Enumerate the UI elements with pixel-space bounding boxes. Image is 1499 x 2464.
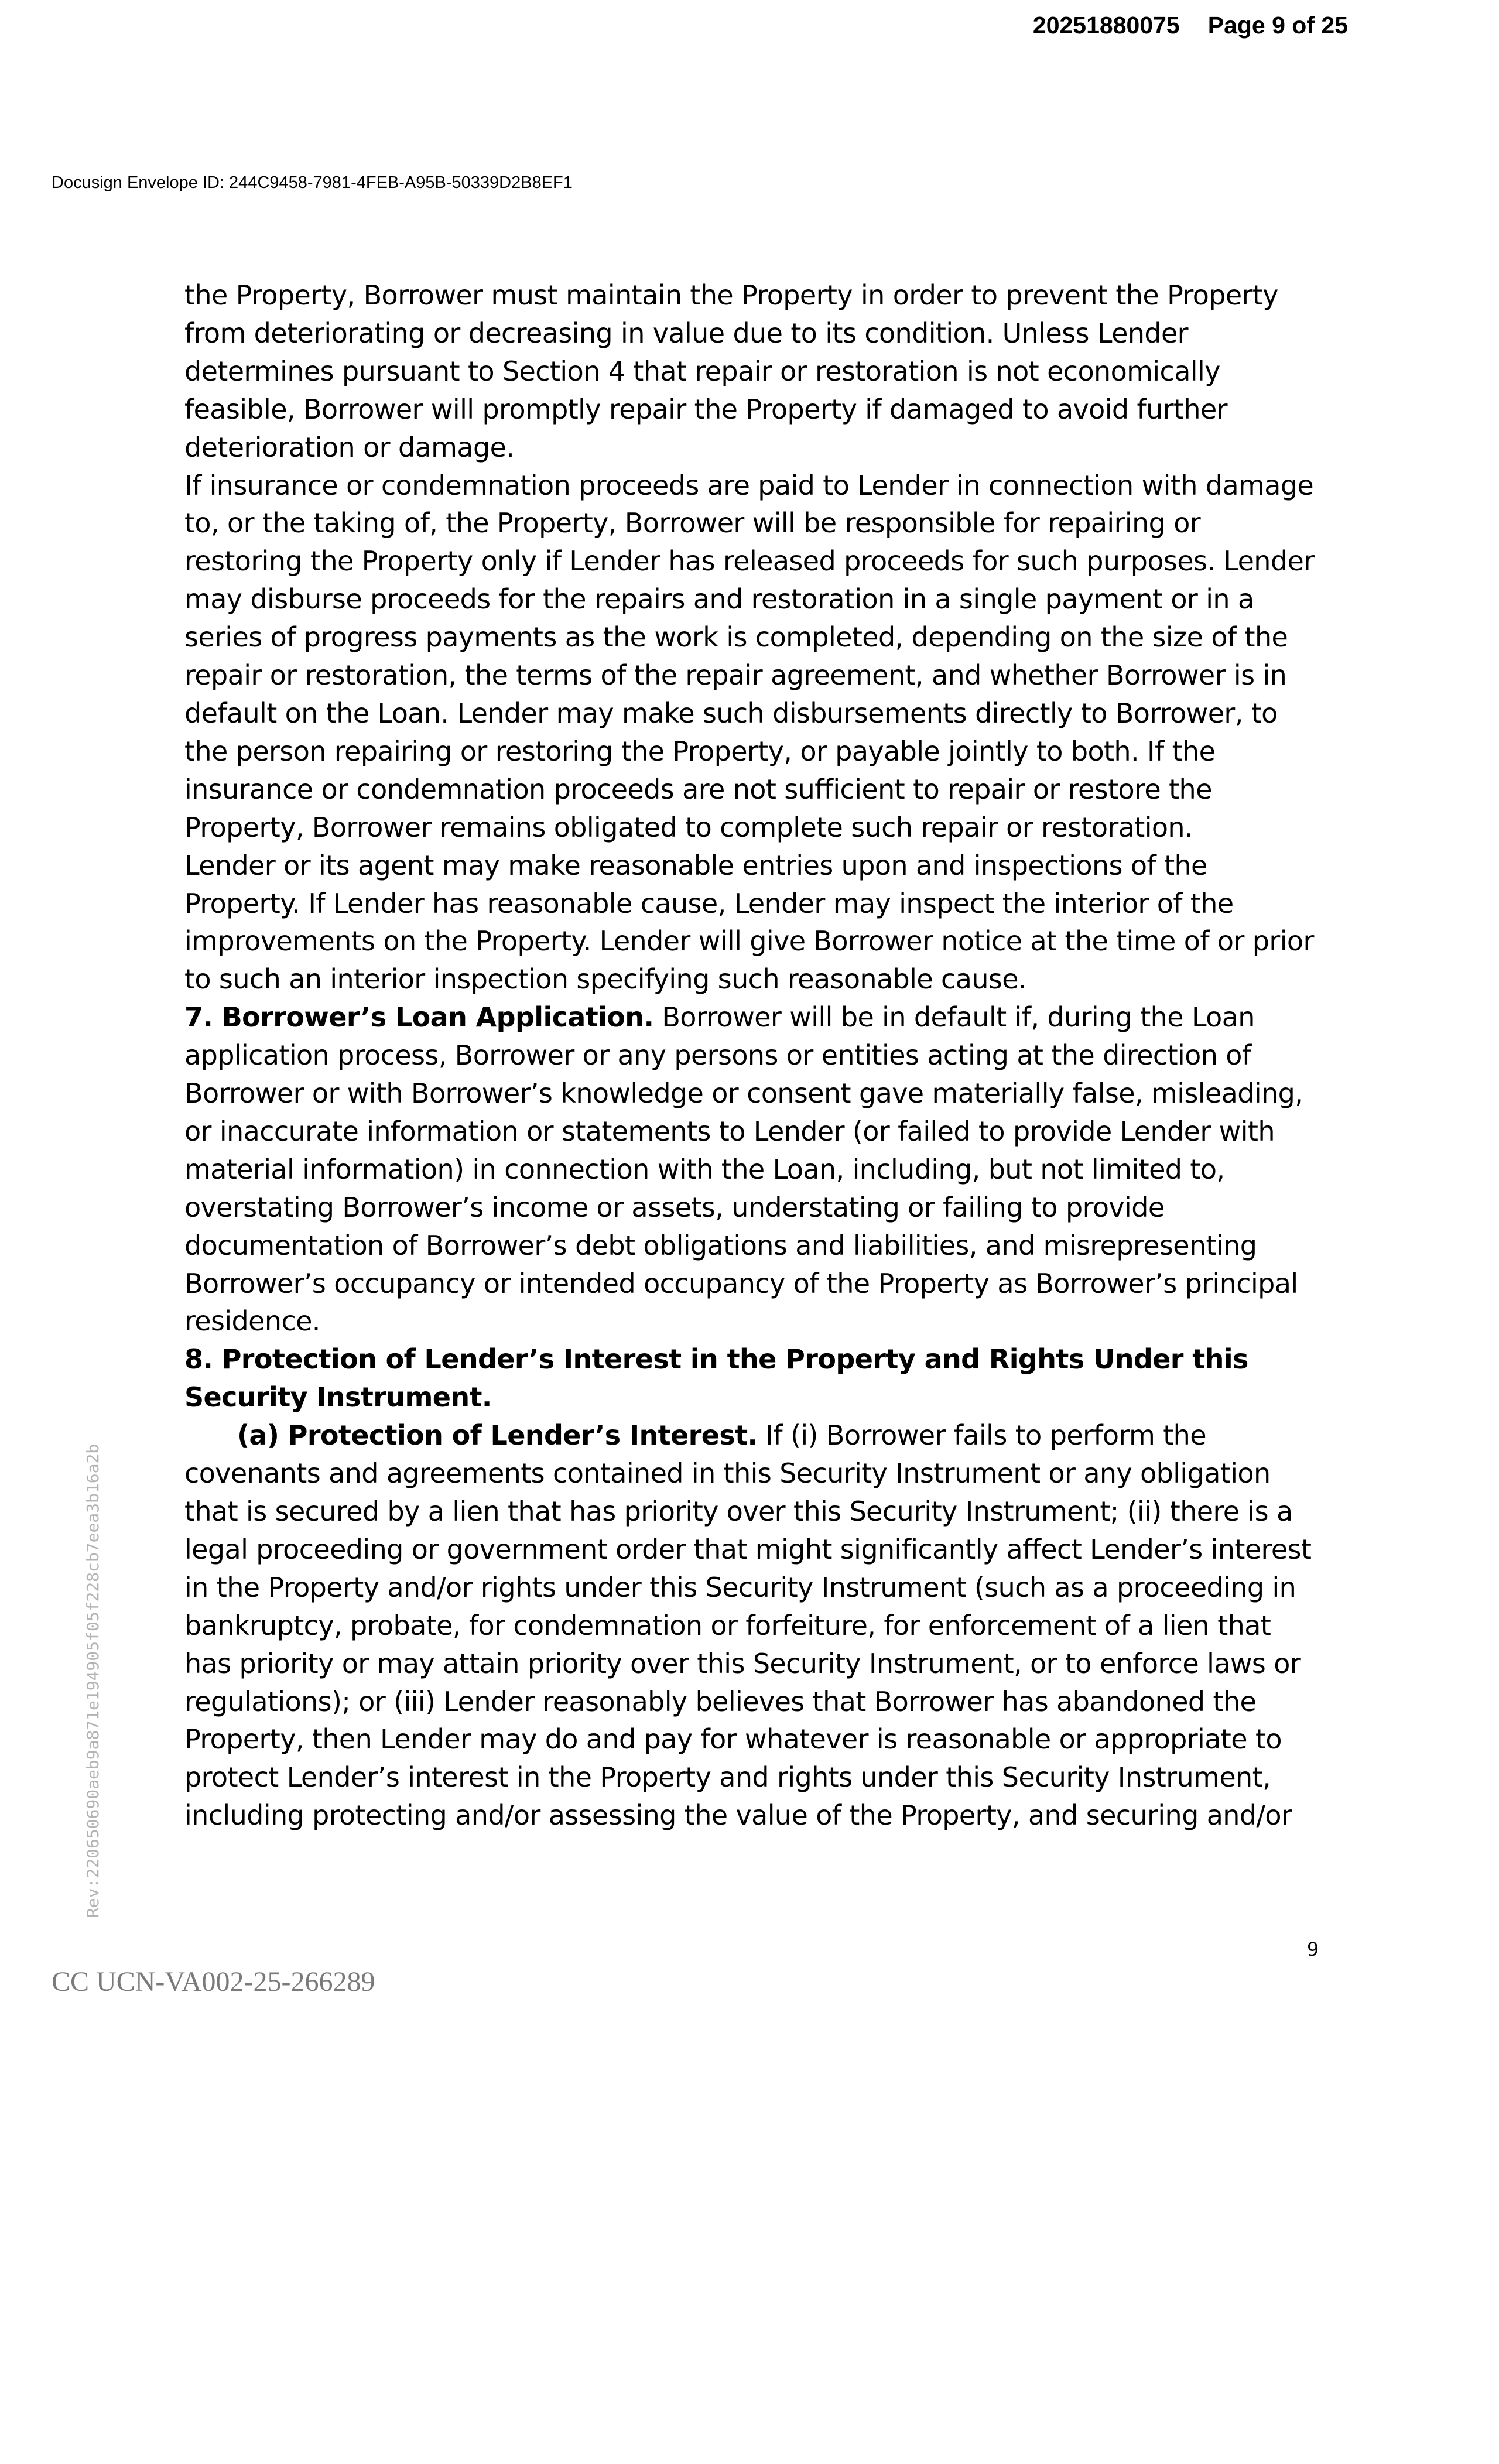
section-8a-body: If (i) Borrower fails to perform the covenants and agreements contained in this Security Instrument or any obligation that is secured by a lien that has priority over this Security Instrument; (ii) there is a legal proceeding or government order that might significantly affect Lender’s interest in the Property and/or rights under this Security Instrument (such as a proceeding in bankruptcy, probate, for condemnation or forfeiture, for enforcement of a lien that has priority or may attain priority over this Security Instrument, or to enforce laws or regulations); or (iii) Lender reasonably believes that Borrower has abandoned the Property, then Lender may do and pay for whatever is reasonable or appropriate to protect Lender’s interest in the Property and rights under this Security Instrument, including protecting and/or assessing the value of the Property, and securing and/or — [184, 1419, 1312, 1832]
revision-stamp: Rev:220650690aeb9a871e194905f05f228cb7eea3b16a2b — [83, 1443, 102, 1918]
section-8a — [184, 1416, 1323, 1835]
section-7 — [184, 998, 1323, 1340]
document-number: 20251880075 — [1032, 12, 1180, 39]
paragraph-insurance-proceeds: If insurance or condemnation proceeds are paid to Lender in connection with damage to, or the taking of, the Property, Borrower will be responsible for repairing or restoring the Property only if Lender has released proceeds for such purposes. Lender may disburse proceeds for the repairs and restoration in a single payment or in a series of progress payments as the work is completed, depending on the size of the repair or restoration, the terms of the repair agreement, and whether Borrower is in default on the Loan. Lender may make such disbursements directly to Borrower, to the person repairing or restoring the Property, or payable jointly to both. If the insurance or condemnation proceeds are not sufficient to repair or restore the Property, Borrower remains obligated to complete such repair or restoration. — [184, 469, 1315, 843]
docusign-envelope-id: Docusign Envelope ID: 244C9458-7981-4FEB-A95B-50339D2B8EF1 — [52, 173, 573, 192]
document-body — [184, 276, 1323, 1835]
paragraph-maintenance: the Property, Borrower must maintain the Property in order to prevent the Property from deteriorating or decreasing in value due to its condition. Unless Lender determines pursuant to Section 4 that repair or restoration is not economically feasible, Borrower will promptly repair the Property if damaged to avoid further deterioration or damage. — [184, 279, 1278, 463]
section-8-heading-text: 8. Protection of Lender’s Interest in the Property and Rights Under this Security Instrument. — [184, 1343, 1248, 1414]
paragraph-inspections: Lender or its agent may make reasonable entries upon and inspections of the Property. If Lender has reasonable cause, Lender may inspect the interior of the improvements on the Property. Lender will give Borrower notice at the time of or prior to such an interior inspection specifying such reasonable cause. — [184, 849, 1314, 995]
section-8a-heading: (a) Protection of Lender’s Interest. — [237, 1419, 758, 1452]
section-8-heading — [184, 1340, 1323, 1416]
page-number: 9 — [1307, 1938, 1319, 1960]
section-7-heading: 7. Borrower’s Loan Application. — [184, 1001, 654, 1033]
section-7-body: Borrower will be in default if, during the Loan application process, Borrower or any persons or entities acting at the direction of Borrower or with Borrower’s knowledge or consent gave materially false, misleading, or inaccurate information or statements to Lender (or failed to provide Lender with material information) in connection with the Loan, including, but not limited to, overstating Borrower’s income or assets, understating or failing to provide documentation of Borrower’s debt obligations and liabilities, and misrepresenting Borrower’s occupancy or intended occupancy of the Property as Borrower’s principal residence. — [184, 1001, 1303, 1337]
ucn-footer: CC UCN-VA002-25-266289 — [52, 1966, 375, 1997]
page-indicator: Page 9 of 25 — [1207, 12, 1348, 39]
recording-header — [1033, 12, 1348, 39]
